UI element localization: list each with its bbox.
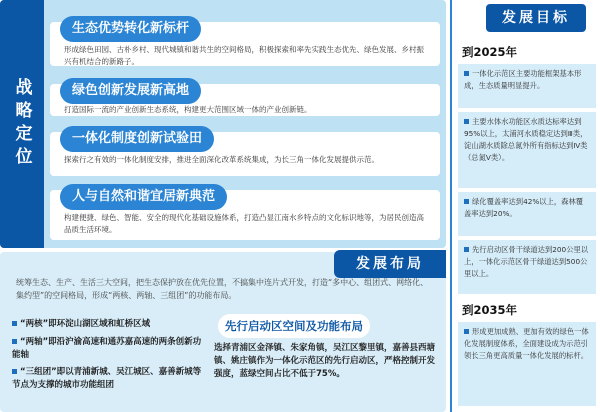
strategy-card-2 — [50, 84, 440, 116]
strategy-card-3-title: 一体化制度创新试验田 — [60, 126, 214, 152]
strategy-label-text: 战略定位 — [11, 78, 32, 170]
strategy-card-2-title: 绿色创新发展新高地 — [60, 78, 201, 104]
goal-2035-1: 形成更加成熟、更加有效的绿色一体化发展制度体系，全面建设成为示范引领长三角更高质量一体化发展的标杆。 — [458, 322, 596, 406]
strategy-card-2-text: 打造国际一流的产业创新生态系统，构建更大范围区域一体的产业创新链。 — [64, 105, 312, 114]
strategy-card-1-title: 生态优势转化新标杆 — [60, 16, 201, 42]
year-2035-heading: 到2035年 — [462, 303, 518, 317]
bullet-square-icon — [464, 247, 469, 252]
layout-bullet-1: “两核”即环淀山湖区域和虹桥区域 — [12, 318, 202, 331]
layout-bullet-2: “两轴”即沿沪渝高速和通苏嘉高速的两条创新功能轴 — [12, 337, 202, 360]
year-2025-heading: 到2025年 — [462, 45, 518, 59]
pioneer-zone-title: 先行启动区空间及功能布局 — [218, 314, 370, 338]
bullet-square-icon — [464, 199, 469, 204]
bullet-square-icon — [12, 339, 17, 344]
bullet-square-icon — [12, 369, 17, 374]
layout-bullet-3: “三组团”即以青浦新城、吴江城区、嘉善新城等节点为支撑的城市功能组团 — [12, 367, 202, 390]
bullet-square-icon — [464, 119, 469, 124]
bullet-square-icon — [464, 71, 469, 76]
strategy-card-4-text: 构建便捷、绿色、智能、安全的现代化基础设施体系，打造凸显江南水乡特点的文化标识地等，为居民创造高品质生活环境。 — [64, 213, 424, 234]
goal-2025-4: 先行启动区骨干绿道达到200公里以上，一体化示范区骨干绿道达到500公里以上。 — [458, 240, 596, 294]
pioneer-zone-text: 选择青浦区金泽镇、朱家角镇，吴江区黎里镇，嘉善县西塘镇、姚庄镇作为一体化示范区的先行启动区，严格控制开发强度，蓝绿空间占比不低于75%。 — [214, 343, 436, 379]
goals-title: 发展目标 — [486, 4, 586, 32]
goal-2025-3: 绿化覆盖率达到42%以上，森林覆盖率达到20%。 — [458, 192, 596, 236]
bullet-square-icon — [464, 329, 469, 334]
bullet-square-icon — [12, 321, 17, 326]
strategy-card-3-text: 探索行之有效的一体化制度安排，推进全面深化改革系统集成，为长三角一体化发展提供示范。 — [64, 155, 379, 164]
strategy-card-3 — [50, 132, 440, 176]
strategy-card-1-text: 形成绿色田园、古朴乡村、现代城镇和谐共生的空间格局，积极探索和率先实践生态优先、绿色发展、乡村振兴有机结合的新路子。 — [64, 45, 424, 66]
layout-title: 发展布局 — [334, 250, 446, 278]
strategy-card-1 — [50, 22, 440, 66]
layout-intro: 统筹生态、生产、生活三大空间，把生态保护放在优先位置，不搞集中连片式开发，打造“多中心、组团式、网络化、集约型”的空间格局，形成“两核、两轴、三组团”的功能布局。 — [16, 278, 429, 300]
goal-2025-1: 一体化示范区主要功能框架基本形成，生态质量明显提升。 — [458, 64, 596, 108]
goal-2025-2: 主要水体水功能区水质达标率达到95%以上，太浦河水质稳定达到Ⅲ类，淀山湖水质除总氮外所有指标达到Ⅳ类（总氮Ⅴ类）。 — [458, 112, 596, 188]
strategy-side-label — [0, 0, 44, 248]
strategy-card-4 — [50, 190, 440, 240]
strategy-card-4-title: 人与自然和谐宜居新典范 — [60, 184, 227, 210]
